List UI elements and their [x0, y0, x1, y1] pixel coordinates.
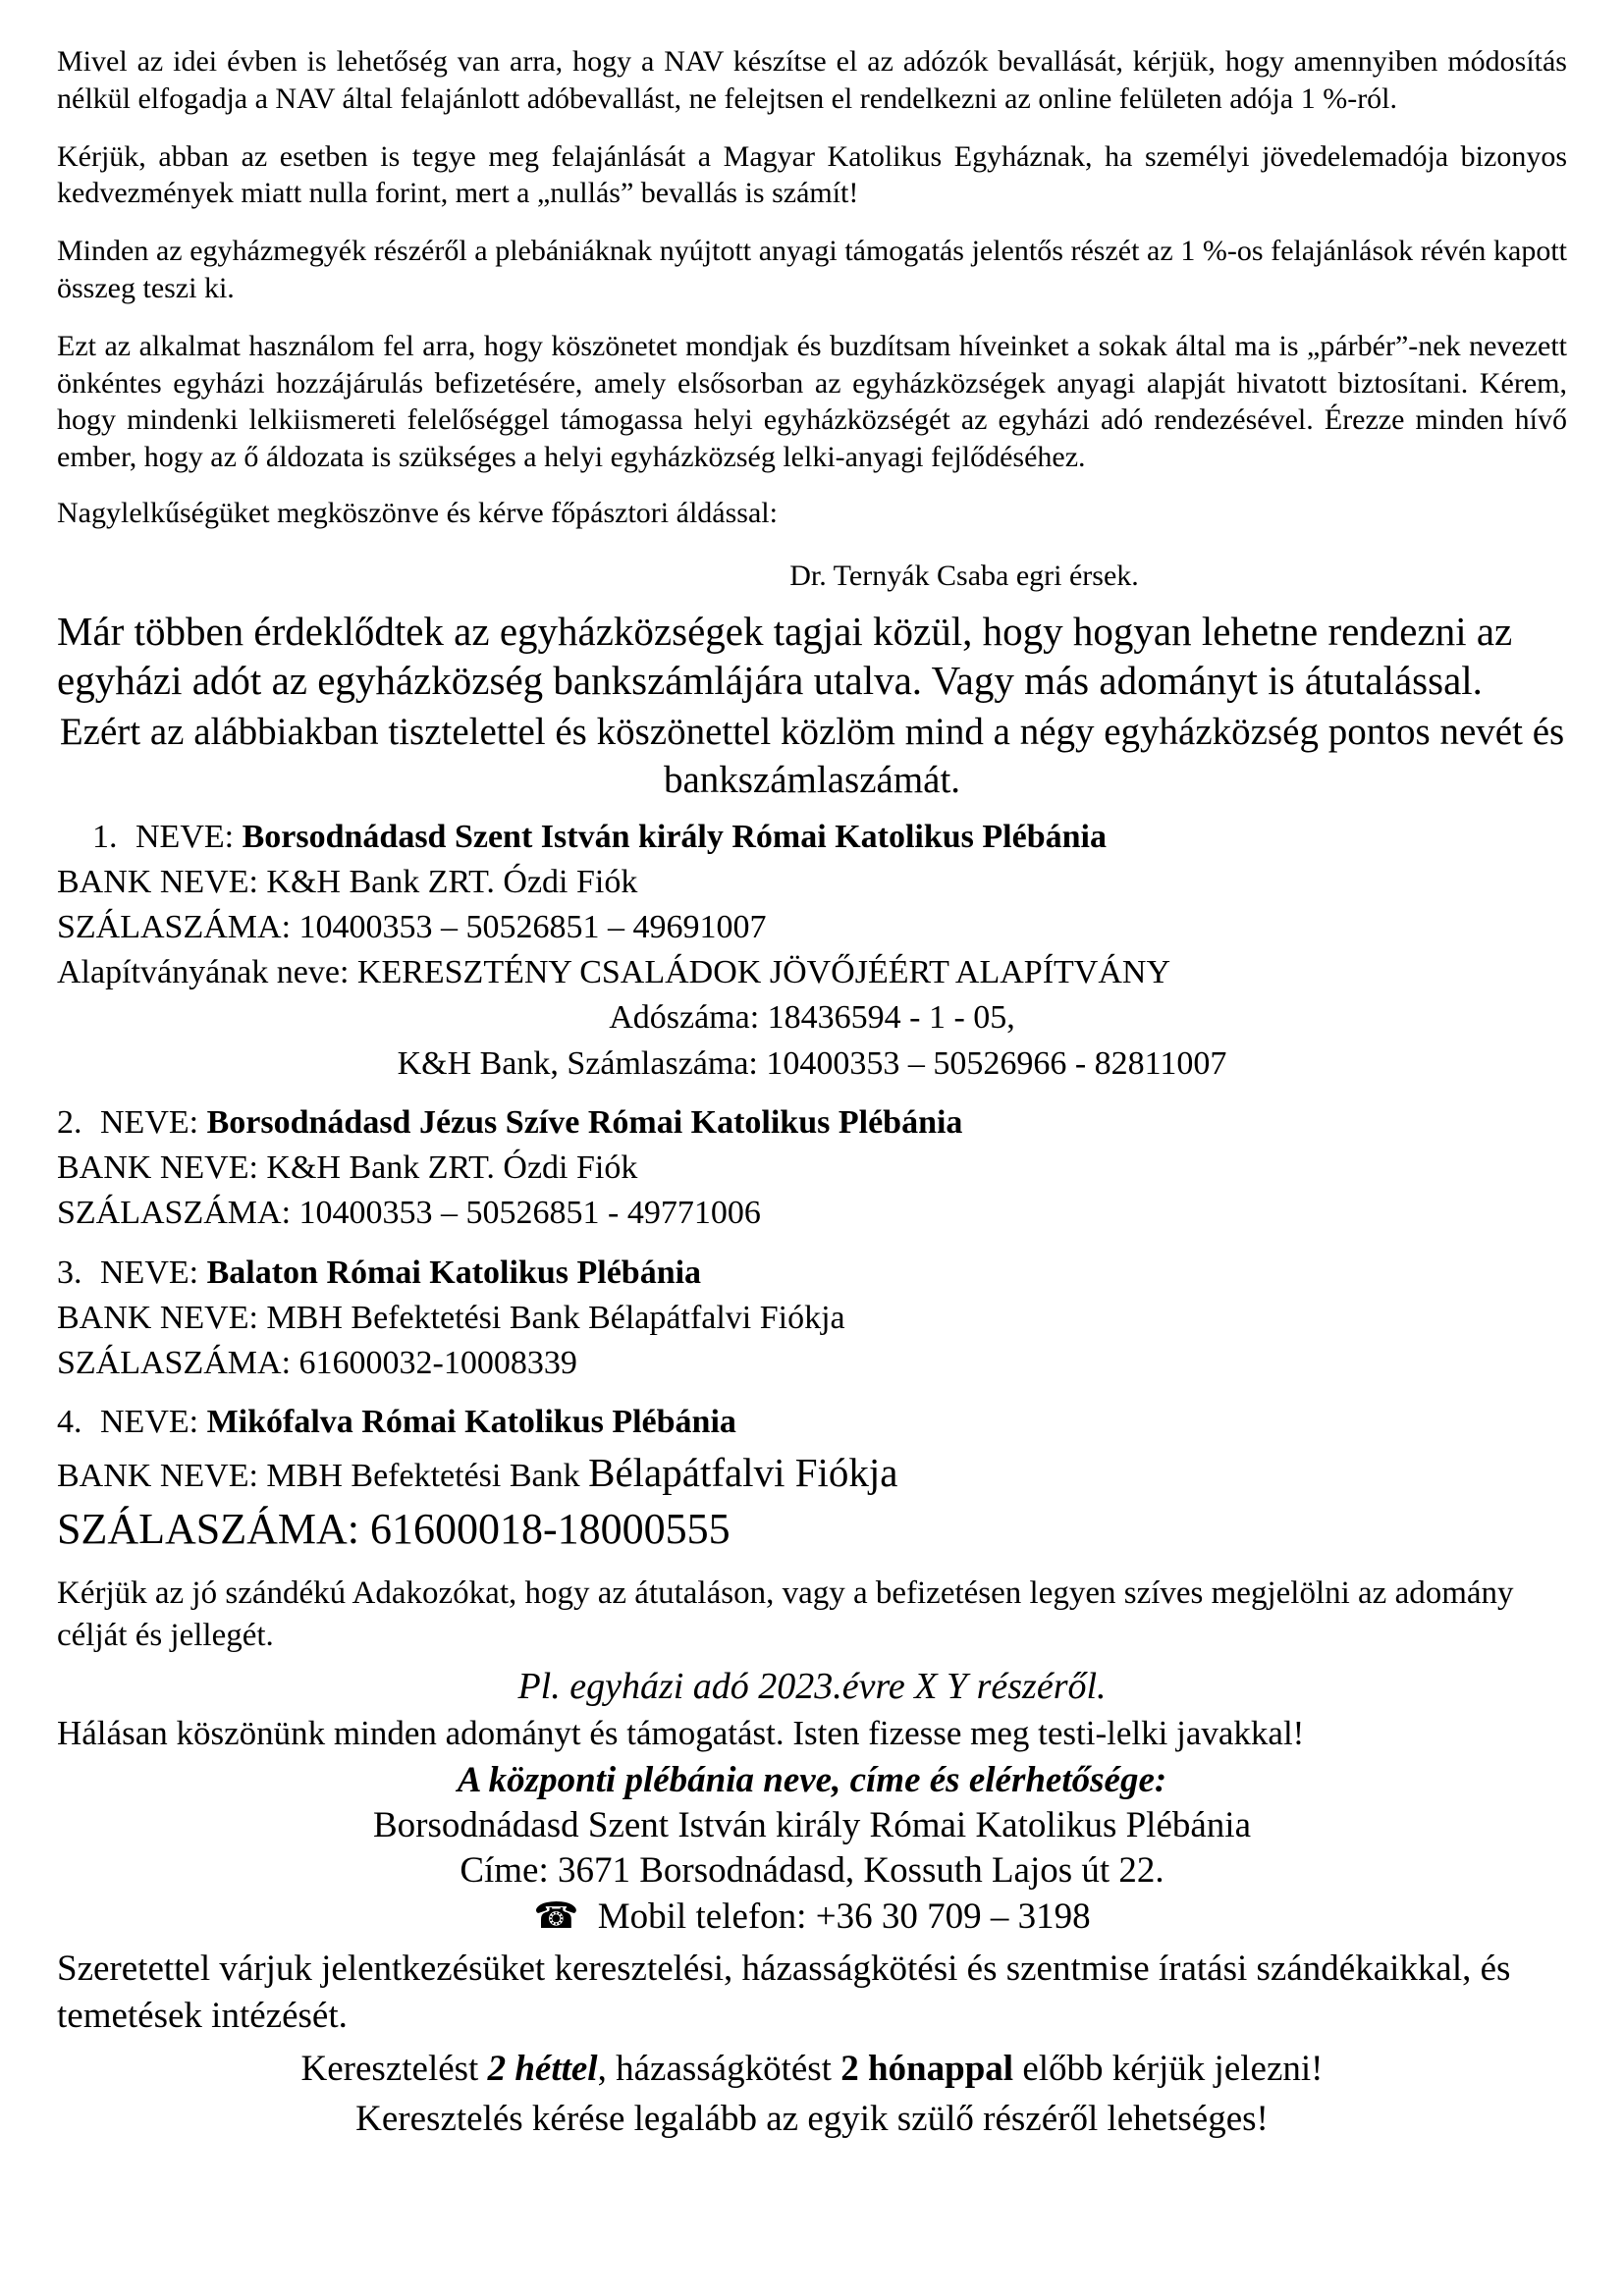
account-number-line: SZÁLASZÁMA: 61600018-18000555	[57, 1505, 731, 1554]
parish-entry-1	[57, 815, 1567, 1087]
transfer-announcement: Ezért az alábbiakban tisztelettel és köszönettel közlöm mind a négy egyházközség pontos nevét és bankszámlaszámát.	[59, 711, 1565, 801]
central-parish-name: Borsodnádasd Szent István király Római Katolikus Plébánia	[372, 1804, 1252, 1845]
intro-paragraph-4: Ezt az alkalmat használom fel arra, hogy köszönetet mondjak és buzdítsam híveinket a sokak által ma is „párbér”-nek nevezett önkéntes egyházi hozzájárulás befizetésére, amely elsősorban az egyházközségek anyagi alapját hivatott biztosítani. Kérem, hogy mindenki lelkiismereti felelőséggel támogassa helyi egyházközségét az egyházi adó rendezésével. Érezze minden hívő ember, hogy az ő áldozata is szükséges a helyi egyházközség lelki-anyagi fejlődéséhez.	[57, 329, 1567, 474]
parish-number: 3.	[57, 1254, 82, 1291]
donation-request: Kérjük az jó szándékú Adakozókat, hogy az átutaláson, vagy a befizetésen legyen szíves megjelölni az adomány célját és jellegét.	[57, 1575, 1514, 1654]
parish-name-line	[57, 1100, 1567, 1146]
parish-number: 4.	[57, 1404, 82, 1441]
deadline-notice	[57, 2048, 1567, 2090]
foundation-name-line: Alapítványának neve: KERESZTÉNY CSALÁDOK JÖVŐJÉÉRT ALAPÍTVÁNY	[57, 954, 1171, 991]
neve-label: NEVE:	[100, 1404, 199, 1441]
intro-paragraph-2: Kérjük, abban az esetben is tegye meg felajánlását a Magyar Katolikus Egyháznak, ha személyi jövedelemadója bizonyos kedvezmények miatt nulla forint, mert a „nullás” bevallás is számít!	[57, 139, 1567, 210]
donation-example: Pl. egyházi adó 2023.évre X Y részéről.	[517, 1665, 1107, 1707]
neve-label: NEVE:	[100, 1103, 199, 1141]
phone-icon: ☎	[533, 1896, 579, 1937]
bank-name-line: BANK NEVE: MBH Befektetési Bank Bélapátfalvi Fiókja	[57, 1299, 845, 1336]
notice-months: 2 hónappal	[840, 2049, 1014, 2090]
parish-name-line	[57, 1400, 1567, 1445]
bank-name-line: BANK NEVE: K&H Bank ZRT. Ózdi Fiók	[57, 863, 638, 900]
foundation-tax-line: Adószáma: 18436594 - 1 - 05,	[609, 999, 1015, 1037]
notice-text-mid: , házasságkötést	[597, 2049, 841, 2090]
parish-name-line	[57, 815, 1567, 860]
account-number-line: SZÁLASZÁMA: 10400353 – 50526851 - 49771006	[57, 1195, 761, 1232]
parish-number: 1.	[92, 818, 118, 855]
bank-name-line: BANK NEVE: K&H Bank ZRT. Ózdi Fiók	[57, 1149, 638, 1187]
closing-invitation: Szeretettel várjuk jelentkezésüket keresztelési, házasságkötési és szentmise íratási szándékaikkal, és temetések intézését.	[57, 1948, 1511, 2036]
blessing-line: Nagylelkűségüket megköszönve és kérve főpásztori áldással:	[57, 496, 778, 529]
parish-name: Mikófalva Római Katolikus Plébánia	[206, 1404, 736, 1441]
parish-number: 2.	[57, 1103, 82, 1141]
central-parish-heading: A központi plébánia neve, címe és elérhetősége:	[457, 1759, 1167, 1800]
intro-paragraph-3: Minden az egyházmegyék részéről a plebániáknak nyújtott anyagi támogatás jelentős részét az 1 %-os felajánlások révén kapott összeg teszi ki.	[57, 235, 1567, 304]
neve-label: NEVE:	[135, 818, 235, 855]
transfer-info-paragraph: Már többen érdeklődtek az egyházközségek tagjai közül, hogy hogyan lehetne rendezni az egyházi adót az egyházközség bankszámlájára utalva. Vagy más adományt is átutalással.	[57, 608, 1513, 703]
notice-weeks: 2 héttel	[487, 2049, 598, 2090]
neve-label: NEVE:	[100, 1254, 199, 1291]
parish-name: Balaton Római Katolikus Plébánia	[206, 1254, 702, 1291]
notice-text-pre: Keresztelést	[300, 2049, 488, 2090]
baptism-note: Keresztelés kérése legalább az egyik szülő részéről lehetséges!	[355, 2099, 1269, 2140]
signature-line: Dr. Ternyák Csaba egri érsek.	[789, 559, 1139, 592]
phone-number: Mobil telefon: +36 30 709 – 3198	[597, 1896, 1091, 1937]
donation-thanks: Hálásan köszönünk minden adományt és támogatást. Isten fizesse meg testi-lelki javakkal!	[57, 1713, 1305, 1752]
foundation-account-line: K&H Bank, Számlaszáma: 10400353 – 50526966 - 82811007	[397, 1044, 1227, 1082]
parish-name: Borsodnádasd Szent István király Római Katolikus Plébánia	[242, 818, 1107, 855]
notice-text-post: előbb kérjük jelezni!	[1013, 2049, 1324, 2090]
central-parish-phone-line	[57, 1895, 1567, 1938]
central-parish-address: Címe: 3671 Borsodnádasd, Kossuth Lajos út 22.	[460, 1849, 1164, 1891]
parish-entry-2	[57, 1100, 1567, 1237]
account-number-line: SZÁLASZÁMA: 10400353 – 50526851 – 49691007	[57, 908, 767, 945]
account-number-line: SZÁLASZÁMA: 61600032-10008339	[57, 1345, 577, 1382]
parish-entry-4	[57, 1400, 1567, 1559]
parish-entry-3	[57, 1251, 1567, 1387]
bank-name-line	[57, 1446, 1567, 1501]
parish-name: Borsodnádasd Jézus Szíve Római Katolikus Plébánia	[206, 1103, 963, 1141]
bank-name-prefix: BANK NEVE: MBH Befektetési Bank	[57, 1457, 589, 1494]
bank-branch-name: Bélapátfalvi Fiókja	[588, 1449, 898, 1495]
intro-paragraph-1: Mivel az idei évben is lehetőség van arra, hogy a NAV készítse el az adózók bevallását, kérjük, hogy amennyiben módosítás nélkül elfogadja a NAV által felajánlott adóbevallást, ne felejtsen el rendelkezni az online felületen adója 1 %-ról.	[57, 45, 1567, 115]
parish-name-line	[57, 1251, 1567, 1296]
